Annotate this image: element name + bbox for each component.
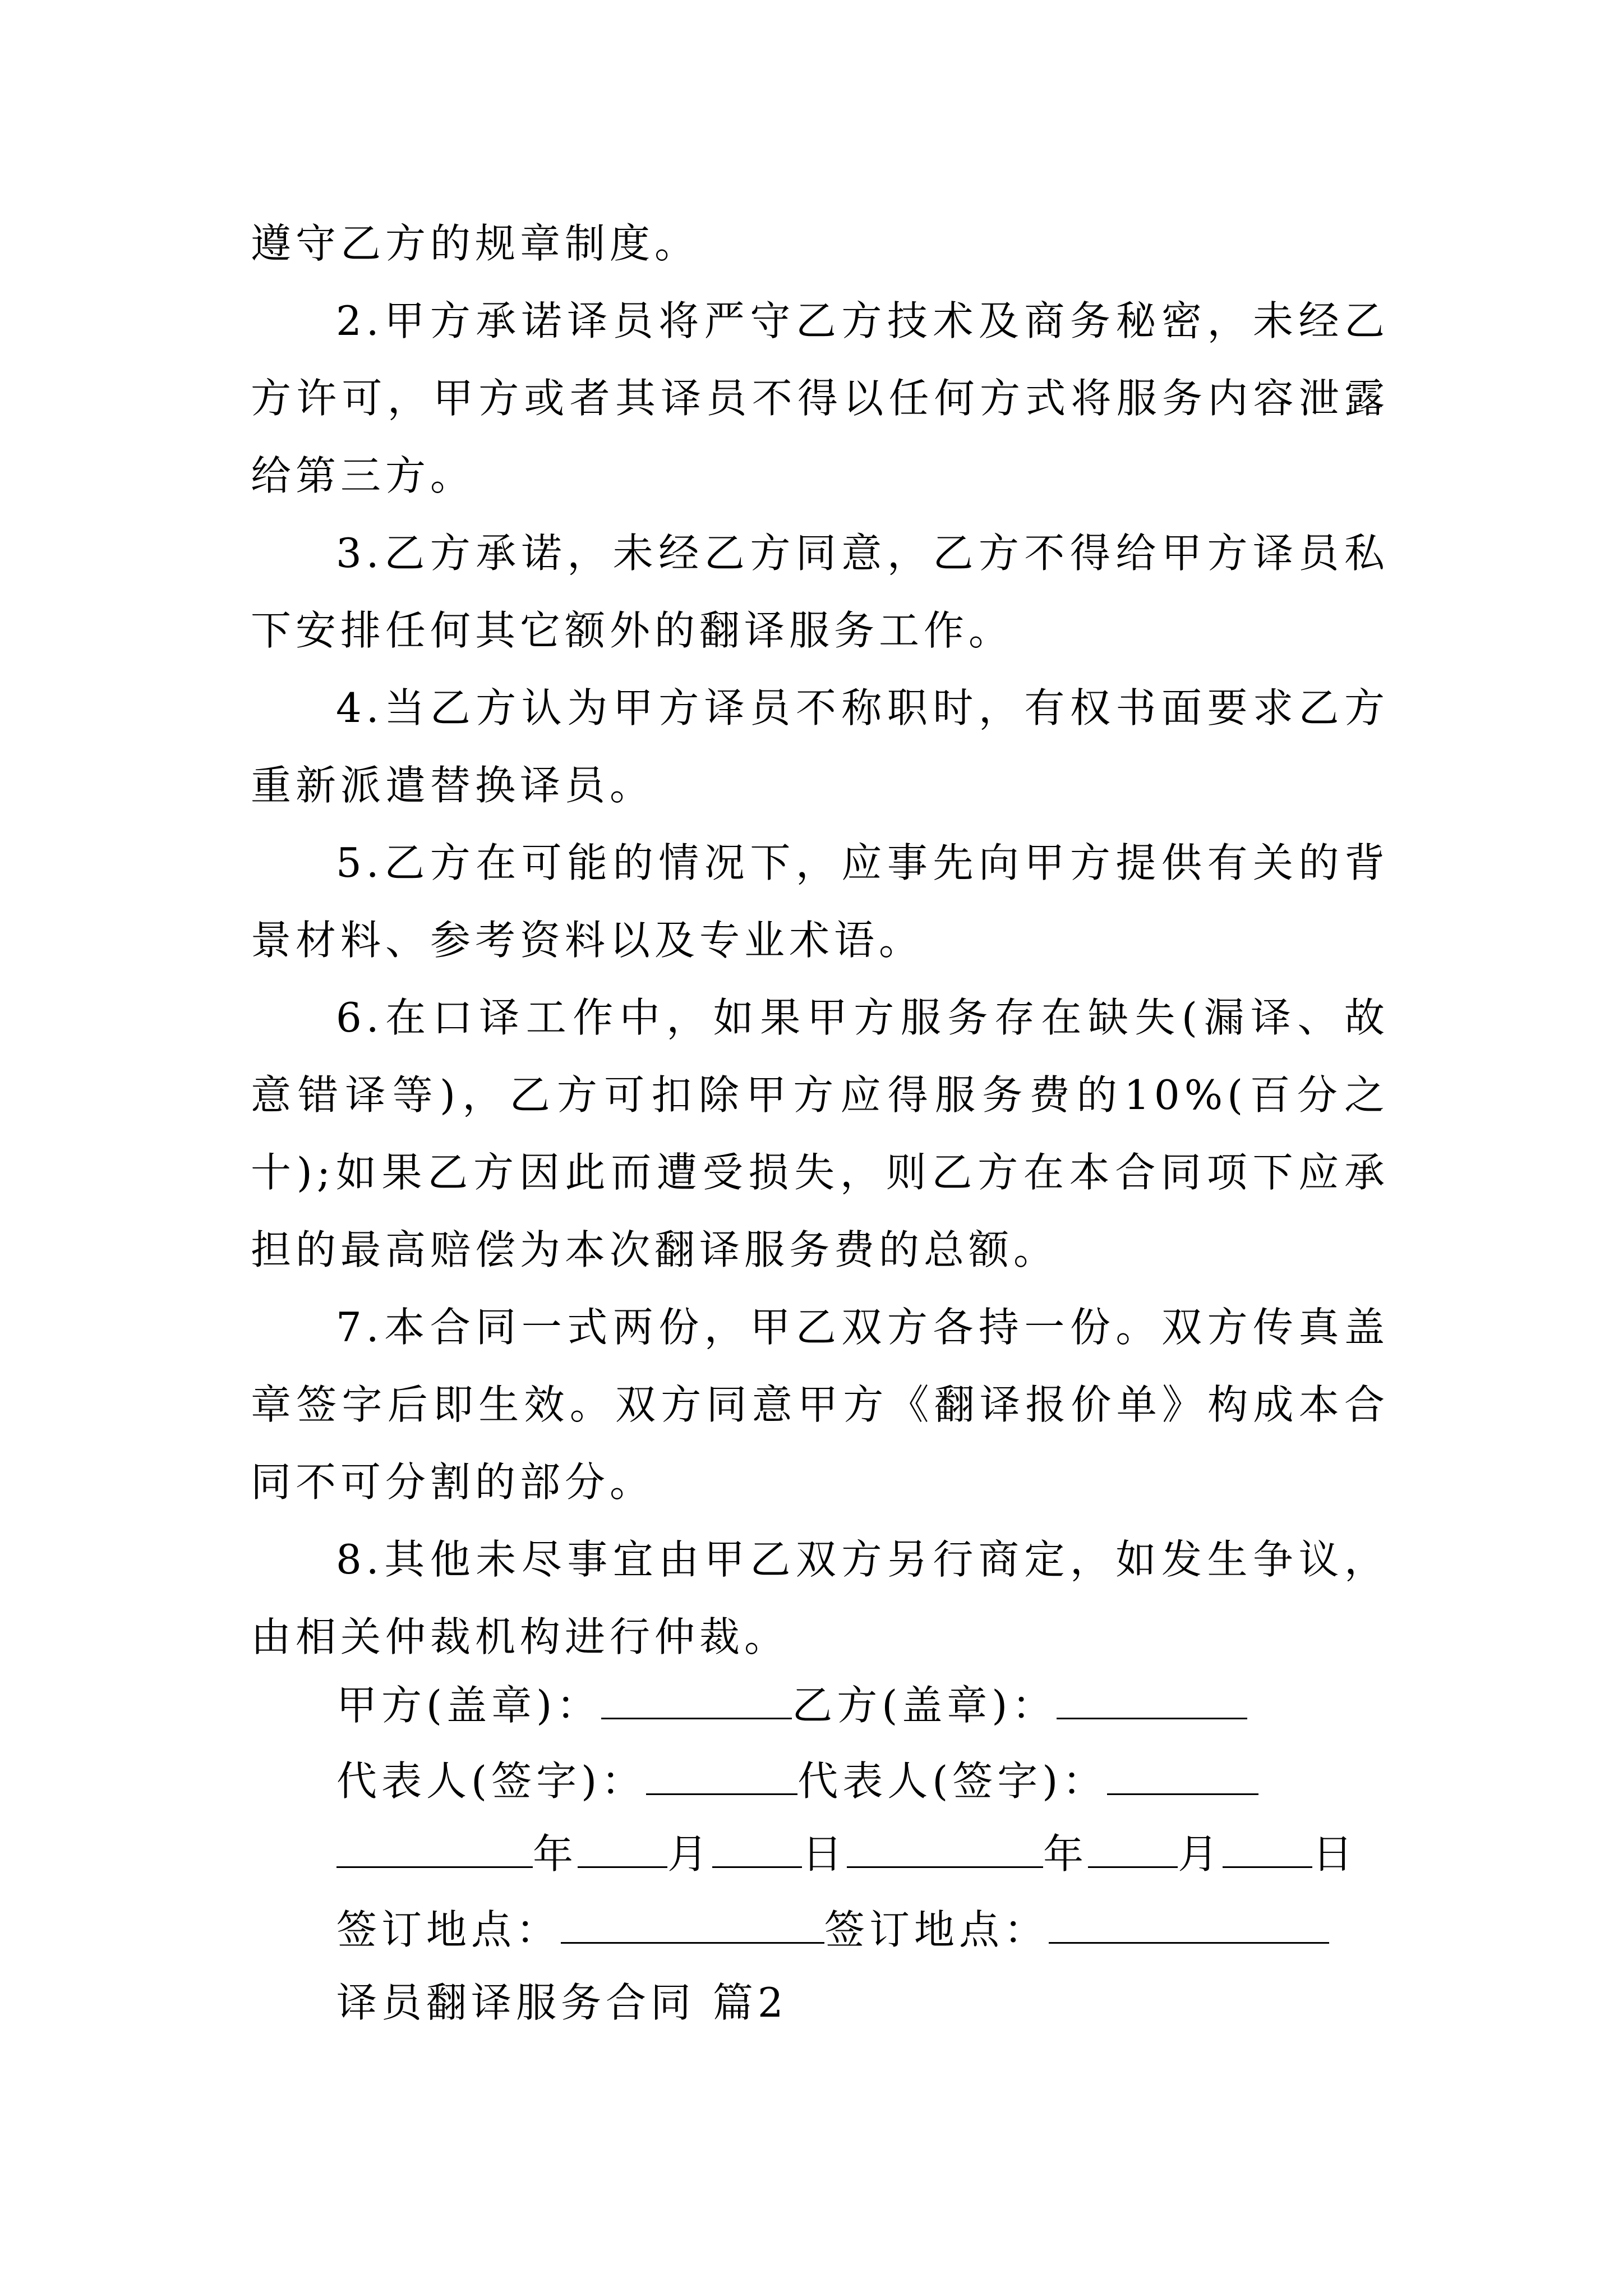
party-b-place-blank (1049, 1902, 1329, 1944)
seal-line (336, 1677, 1247, 1733)
representative-line (336, 1753, 1258, 1809)
clause-6: 6.在口译工作中，如果甲方服务存在缺失(漏译、故意错译等)，乙方可扣除甲方应得服务费的10%(百分之十);如果乙方因此而遭受损失，则乙方在本合同项下应承担的最高赔偿为本次翻译服务费的总额。 (251, 994, 1389, 1273)
party-a-month-label: 月 (667, 1830, 713, 1878)
party-b-year-label: 年 (1043, 1830, 1089, 1878)
next-section-heading: 译员翻译服务合同 篇2 (336, 1979, 788, 2026)
date-line (336, 1826, 1357, 1882)
party-a-place-blank (561, 1902, 824, 1944)
clause-8: 8.其他未尽事宜由甲乙双方另行商定，如发生争议，由相关仲裁机构进行仲裁。 (251, 1536, 1389, 1660)
party-a-rep-blank (646, 1753, 797, 1795)
party-b-day-blank (1223, 1826, 1312, 1868)
party-b-day-label: 日 (1312, 1830, 1358, 1878)
party-a-rep-label: 代表人(签字)： (336, 1757, 647, 1805)
party-a-day-label: 日 (802, 1830, 847, 1878)
party-a-place-label: 签订地点： (336, 1906, 561, 1953)
signing-place-line (336, 1902, 1329, 1958)
party-a-day-blank (712, 1826, 802, 1868)
party-a-year-label: 年 (533, 1830, 578, 1878)
contract-body (251, 205, 1389, 1676)
paragraph-continuation: 遵守乙方的规章制度。 (251, 220, 700, 267)
party-a-seal-label: 甲方(盖章)： (336, 1682, 602, 1729)
party-b-seal-label: 乙方(盖章)： (792, 1682, 1057, 1729)
party-a-month-blank (578, 1826, 667, 1868)
party-b-month-blank (1088, 1826, 1178, 1868)
clause-2: 2.甲方承诺译员将严守乙方技术及商务秘密，未经乙方许可，甲方或者其译员不得以任何方式将服务内容泄露给第三方。 (251, 297, 1389, 499)
clause-3: 3.乙方承诺，未经乙方同意，乙方不得给甲方译员私下安排任何其它额外的翻译服务工作。 (251, 530, 1389, 654)
clause-5: 5.乙方在可能的情况下，应事先向甲方提供有关的背景材料、参考资料以及专业术语。 (251, 839, 1389, 964)
party-b-seal-blank (1057, 1677, 1247, 1719)
clause-4: 4.当乙方认为甲方译员不称职时，有权书面要求乙方重新派遣替换译员。 (251, 684, 1389, 809)
party-b-year-blank (847, 1826, 1043, 1868)
party-b-rep-blank (1107, 1753, 1258, 1795)
party-a-seal-blank (601, 1677, 792, 1719)
party-b-month-label: 月 (1178, 1830, 1223, 1878)
party-a-year-blank (336, 1826, 533, 1868)
party-b-place-label: 签订地点： (824, 1906, 1049, 1953)
clause-7: 7.本合同一式两份，甲乙双方各持一份。双方传真盖章签字后即生效。双方同意甲方《翻译报价单》构成本合同不可分割的部分。 (251, 1304, 1389, 1506)
party-b-rep-label: 代表人(签字)： (797, 1757, 1108, 1805)
